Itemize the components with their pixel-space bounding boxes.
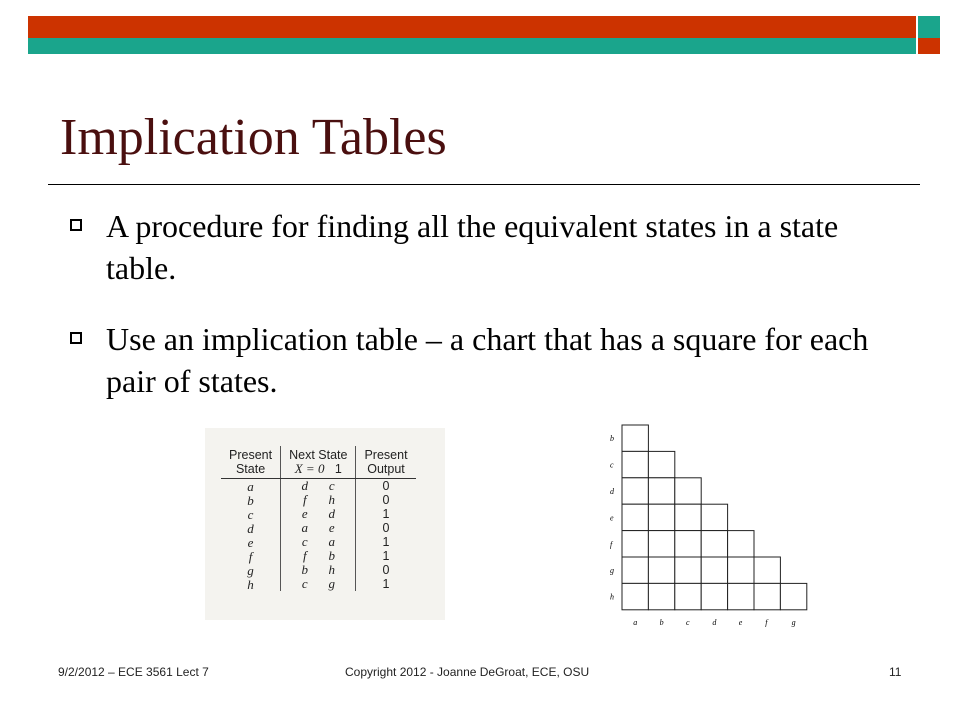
implication-cell: [675, 478, 701, 504]
state-cell: a: [247, 478, 254, 494]
output-cell: 0: [356, 479, 416, 494]
state-cell: g: [247, 562, 254, 578]
next-state-x0: f: [302, 548, 307, 563]
header-corner-red: [918, 38, 940, 54]
state-table-row: [221, 507, 416, 521]
column-label: d: [712, 617, 717, 627]
implication-cell: [622, 451, 648, 477]
next-state-cell: [281, 493, 356, 507]
next-state-label: Next State: [289, 448, 348, 462]
state-cell: f: [248, 548, 253, 564]
implication-cell: [675, 583, 701, 609]
state-table-row: [221, 577, 416, 591]
implication-cell: [701, 557, 727, 583]
row-label: f: [610, 539, 613, 549]
row-labels: [610, 434, 615, 601]
implication-cell: [622, 583, 648, 609]
bullet-text: Use an implication table – a chart that has a square for each pair of states.: [106, 321, 869, 399]
implication-grid: [622, 425, 807, 610]
output-cell: 0: [356, 493, 416, 507]
state-table-row: [221, 535, 416, 549]
next-state-cell: [281, 535, 356, 549]
output-cell: 1: [356, 577, 416, 591]
implication-cell: [728, 583, 754, 609]
implication-cell: [728, 557, 754, 583]
header-present-state: Present State: [221, 446, 281, 479]
implication-cell: [648, 504, 674, 530]
next-state-x1: h: [328, 492, 335, 507]
output-cell: 0: [356, 521, 416, 535]
square-bullet-icon: [70, 219, 82, 231]
footer-copyright: Copyright 2012 - Joanne DeGroat, ECE, OSU: [345, 665, 590, 679]
implication-cell: [754, 583, 780, 609]
implication-cell: [648, 557, 674, 583]
implication-cell: [648, 531, 674, 557]
state-table-row: [221, 521, 416, 535]
implication-cell: [701, 531, 727, 557]
next-state-x0: f: [302, 492, 307, 507]
state-cell: e: [247, 534, 254, 550]
state-table-row: [221, 549, 416, 563]
row-label: b: [610, 434, 614, 444]
state-table: [221, 446, 416, 591]
next-state-x1: b: [328, 548, 335, 563]
implication-cell: [675, 557, 701, 583]
slide-title: Implication Tables: [60, 109, 447, 166]
state-table-row: [221, 563, 416, 577]
implication-cell: [622, 504, 648, 530]
row-label: d: [610, 487, 614, 496]
next-state-x0: c: [301, 534, 308, 549]
state-cell: h: [247, 576, 254, 592]
implication-cell: [754, 557, 780, 583]
header-present-output: Present Output: [356, 446, 416, 479]
next-state-x1: d: [328, 506, 335, 521]
header-next-state: [281, 446, 356, 479]
footer-date-lecture: 9/2/2012 – ECE 3561 Lect 7: [58, 665, 209, 679]
header-bar-green: [28, 38, 916, 54]
implication-cell: [780, 583, 806, 609]
row-label: g: [610, 566, 614, 576]
column-label: a: [633, 617, 638, 627]
state-table-image: [205, 428, 445, 620]
output-cell: 1: [356, 549, 416, 563]
next-state-cell: [281, 577, 356, 591]
implication-cell: [648, 451, 674, 477]
state-table-row: [221, 493, 416, 507]
next-state-cell: [281, 479, 356, 494]
next-state-x1: h: [328, 562, 335, 577]
next-state-x1: g: [328, 576, 335, 591]
column-label: f: [765, 617, 768, 627]
next-state-cell: [281, 563, 356, 577]
header-corner-green: [918, 16, 940, 38]
column-labels: [633, 618, 795, 627]
next-state-cell: [281, 521, 356, 535]
output-cell: 1: [356, 535, 416, 549]
implication-cell: [622, 557, 648, 583]
state-table-row: [221, 479, 416, 494]
next-state-x0-label: X = 0: [294, 461, 325, 476]
column-label: e: [738, 617, 743, 627]
implication-chart: [600, 420, 820, 630]
implication-cell: [675, 504, 701, 530]
implication-cell: [648, 583, 674, 609]
column-label: c: [686, 617, 690, 627]
state-cell: c: [247, 506, 254, 522]
square-bullet-icon: [70, 332, 82, 344]
page-number: 11: [889, 665, 902, 679]
bullet-text: A procedure for finding all the equivalent states in a state table.: [106, 208, 839, 286]
row-label: e: [610, 513, 614, 523]
column-label: b: [659, 617, 664, 627]
header-bar-red: [28, 16, 916, 38]
implication-cell: [675, 531, 701, 557]
implication-cell: [648, 478, 674, 504]
implication-cell: [728, 531, 754, 557]
next-state-cell: [281, 507, 356, 521]
state-cell: d: [247, 520, 254, 536]
next-state-x1: e: [328, 520, 335, 535]
next-state-x1: a: [328, 534, 335, 549]
next-state-cell: [281, 549, 356, 563]
implication-cell: [622, 478, 648, 504]
next-state-x0: b: [301, 562, 309, 577]
row-label: h: [610, 592, 614, 602]
next-state-x0: c: [301, 576, 308, 591]
output-cell: 1: [356, 507, 416, 521]
row-label: c: [610, 460, 614, 470]
implication-cell: [701, 583, 727, 609]
next-state-x1-label: 1: [334, 462, 342, 476]
implication-cell: [622, 531, 648, 557]
state-cell: b: [247, 492, 254, 508]
next-state-x0: a: [301, 520, 309, 535]
column-label: g: [791, 617, 796, 627]
next-state-x1: c: [328, 478, 335, 493]
output-cell: 0: [356, 563, 416, 577]
implication-cell: [701, 504, 727, 530]
next-state-x0: d: [301, 478, 309, 493]
title-divider: [48, 184, 920, 185]
implication-cell: [622, 425, 648, 451]
next-state-x0: e: [301, 506, 308, 521]
